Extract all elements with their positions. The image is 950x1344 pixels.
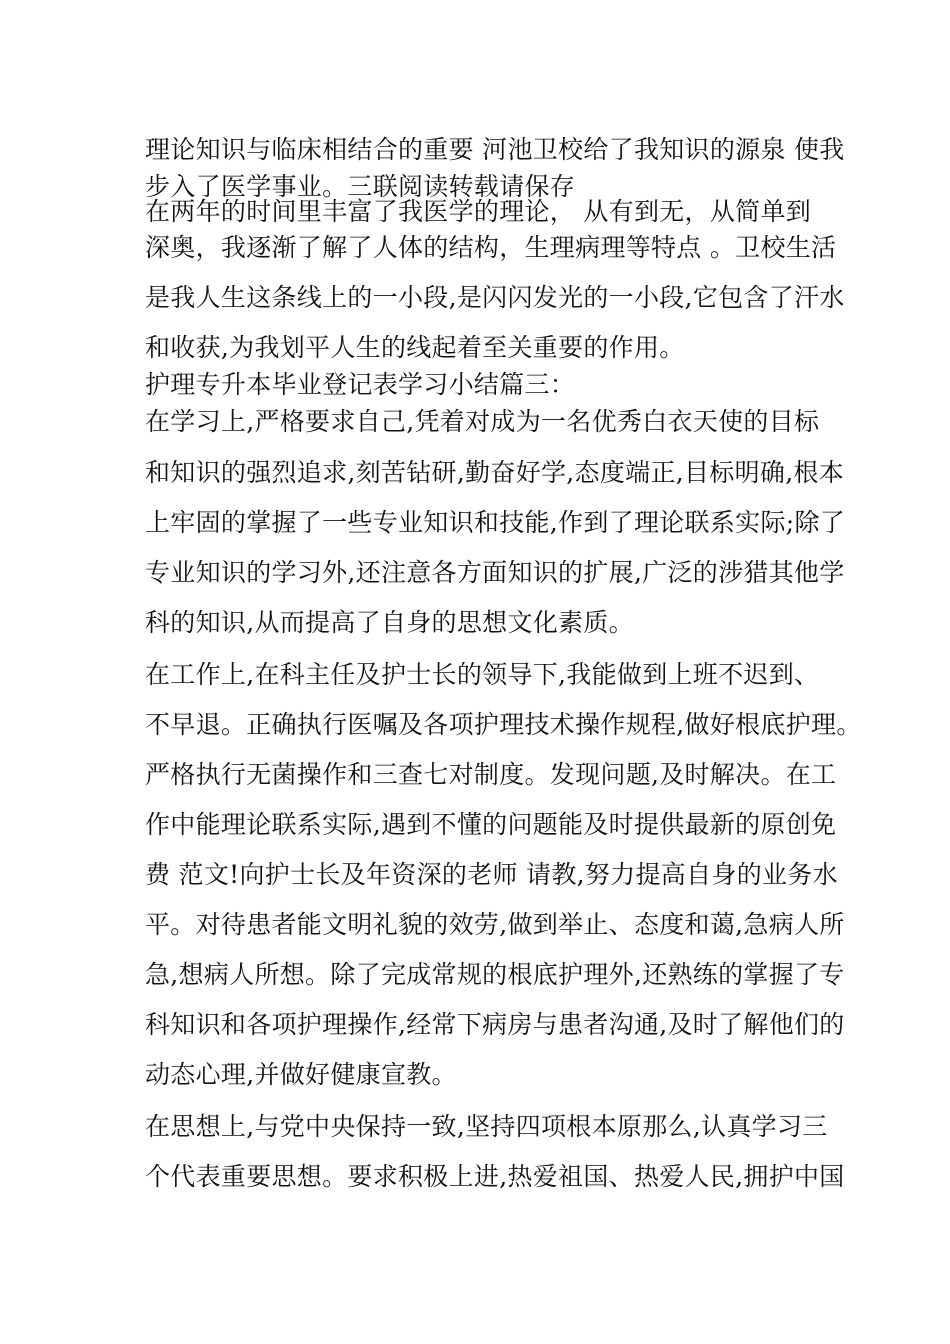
text-line: 平。对待患者能文明礼貌的效劳,做到举止、态度和蔼,急病人所 — [145, 910, 845, 939]
text-line: 动态心理,并做好健康宣教。 — [145, 1060, 457, 1089]
text-line: 在思想上,与党中央保持一致,坚持四项根本原那么,认真学习三 — [145, 1112, 828, 1141]
text-line: 科知识和各项护理操作,经常下病房与患者沟通,及时了解他们的 — [145, 1010, 845, 1039]
text-line: 和知识的强烈追求,刻苦钻研,勤奋好学,态度端正,目标明确,根本 — [145, 458, 845, 487]
text-line: 理论知识与临床相结合的重要 河池卫校给了我知识的源泉 使我 — [145, 135, 845, 164]
text-line: 是我人生这条线上的一小段,是闪闪发光的一小段,它包含了汗水 — [145, 283, 845, 312]
text-line: 在两年的时间里丰富了我医学的理论， 从有到无，从简单到 — [145, 197, 812, 226]
text-line: 步入了医学事业。三联阅读转载请保存 — [145, 172, 576, 201]
text-line: 作中能理论联系实际,遇到不懂的问题能及时提供最新的原创免 — [145, 810, 837, 839]
text-line: 专业知识的学习外,还注意各方面知识的扩展,广泛的涉猎其他学 — [145, 558, 845, 587]
text-line: 上牢固的掌握了一些专业知识和技能,作到了理论联系实际;除了 — [145, 508, 846, 537]
text-line: 个代表重要思想。要求积极上进,热爱祖国、热爱人民,拥护中国 — [145, 1162, 845, 1191]
section-heading: 护理专升本毕业登记表学习小结篇三： — [145, 370, 576, 399]
text-line: 在学习上,严格要求自己,凭着对成为一名优秀白衣天使的目标 — [145, 407, 820, 436]
text-line: 在工作上,在科主任及护士长的领导下,我能做到上班不迟到、 — [145, 660, 820, 689]
text-line: 费 范文!向护士长及年资深的老师 请教,努力提高自身的业务水 — [145, 860, 838, 889]
text-line: 急,想病人所想。除了完成常规的根底护理外,还熟练的掌握了专 — [145, 960, 845, 989]
text-line: 不早退。正确执行医嘱及各项护理技术操作规程,做好根底护理。 — [145, 710, 862, 739]
text-line: 和收获,为我划平人生的线起着至关重要的作用。 — [145, 333, 685, 362]
text-line: 严格执行无菌操作和三查七对制度。发现问题,及时解决。在工 — [145, 760, 837, 789]
text-line: 科的知识,从而提高了自身的思想文化素质。 — [145, 608, 634, 637]
text-line: 深奥，我逐渐了解了人体的结构，生理病理等特点 。卫校生活 — [145, 233, 837, 262]
